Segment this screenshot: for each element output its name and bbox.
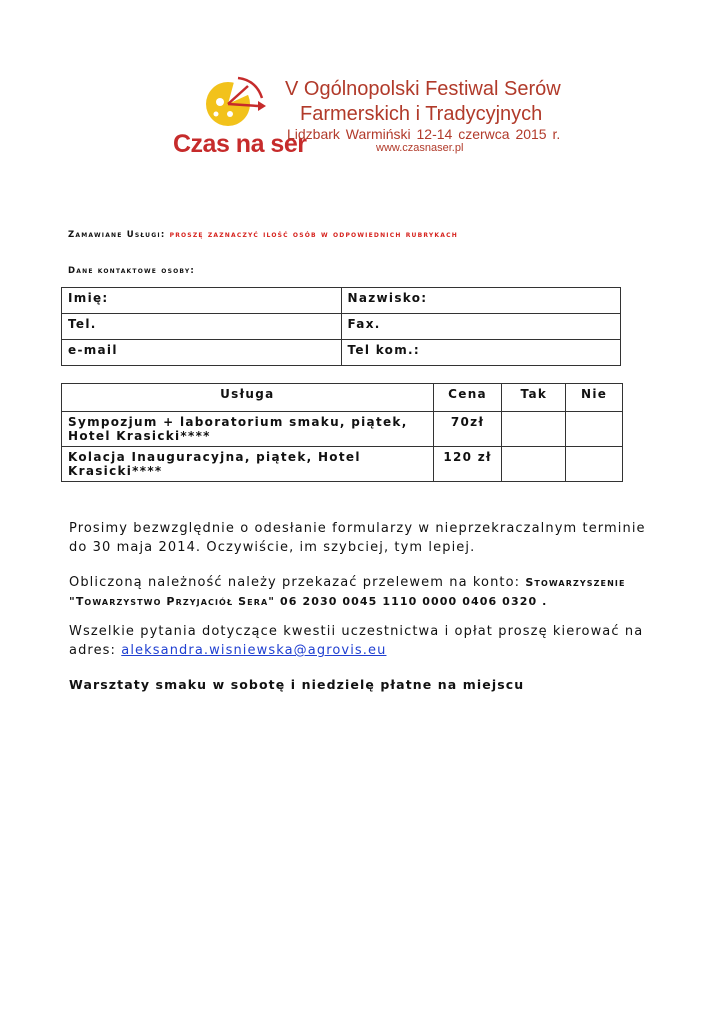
ordered-services-heading (68, 230, 458, 240)
service-yes-cell[interactable] (502, 447, 566, 482)
payment-intro: Obliczoną należność należy przekazać przelewem na konto: (69, 575, 526, 590)
festival-website: www.czasnaser.pl (376, 142, 464, 154)
service-name: Kolacja Inauguracyjna, piątek, Hotel Krasicki**** (62, 447, 434, 482)
festival-title-line1: V Ogólnopolski Festiwal Serów (285, 78, 561, 100)
service-name: Sympozjum + laboratorium smaku, piątek, Hotel Krasicki**** (62, 412, 434, 447)
festival-title-line2: Farmerskich i Tradycyjnych (300, 103, 543, 125)
deadline-paragraph: Prosimy bezwzględnie o odesłanie formularzy w nieprzekraczalnym terminie do 30 maja 2014. Oczywiście, im szybciej, tym lepiej. (69, 521, 646, 555)
payment-recipient: Stowarzyszenie "Towarzystwo Przyjaciół Sera" (69, 576, 626, 608)
table-row (62, 340, 621, 366)
questions-paragraph (69, 622, 659, 660)
questions-intro: Wszelkie pytania dotyczące kwestii uczestnictwa i opłat proszę kierować na adres: (69, 624, 644, 658)
last-name-field[interactable]: Nazwisko: (341, 288, 621, 314)
service-yes-cell[interactable] (502, 412, 566, 447)
festival-header (173, 64, 578, 164)
contact-email-link[interactable]: aleksandra.wisniewska@agrovis.eu (121, 643, 387, 658)
email-field[interactable]: e-mail (62, 340, 342, 366)
contact-heading: Dane kontaktowe osoby: (68, 266, 195, 276)
contact-table (61, 287, 621, 366)
table-row (62, 447, 623, 482)
workshops-note: Warsztaty smaku w sobotę i niedzielę płatne na miejscu (69, 677, 525, 692)
services-table (61, 383, 623, 482)
service-column-header: Usługa (62, 384, 434, 412)
tel-field[interactable]: Tel. (62, 314, 342, 340)
bank-account-number: 06 2030 0045 1110 0000 0406 0320 . (275, 595, 548, 608)
payment-paragraph (69, 573, 659, 611)
price-column-header: Cena (433, 384, 502, 412)
yes-column-header: Tak (502, 384, 566, 412)
festival-location-date: Lidzbark Warmiński 12-14 czerwca 2015 r. (287, 126, 561, 142)
table-header-row (62, 384, 623, 412)
ordered-services-label: Zamawiane Usługi: (68, 230, 166, 240)
first-name-field[interactable]: Imię: (62, 288, 342, 314)
no-column-header: Nie (566, 384, 623, 412)
table-row (62, 412, 623, 447)
logo-wordmark: Czas na ser (173, 130, 307, 158)
table-row (62, 314, 621, 340)
tel-mobile-field[interactable]: Tel kom.: (341, 340, 621, 366)
service-price: 70zł (433, 412, 502, 447)
fax-field[interactable]: Fax. (341, 314, 621, 340)
table-row (62, 288, 621, 314)
ordered-services-note: proszę zaznaczyć ilość osób w odpowiednich rubrykach (169, 230, 458, 240)
service-price: 120 zł (433, 447, 502, 482)
service-no-cell[interactable] (566, 412, 623, 447)
cheese-clock-icon (198, 72, 278, 132)
service-no-cell[interactable] (566, 447, 623, 482)
